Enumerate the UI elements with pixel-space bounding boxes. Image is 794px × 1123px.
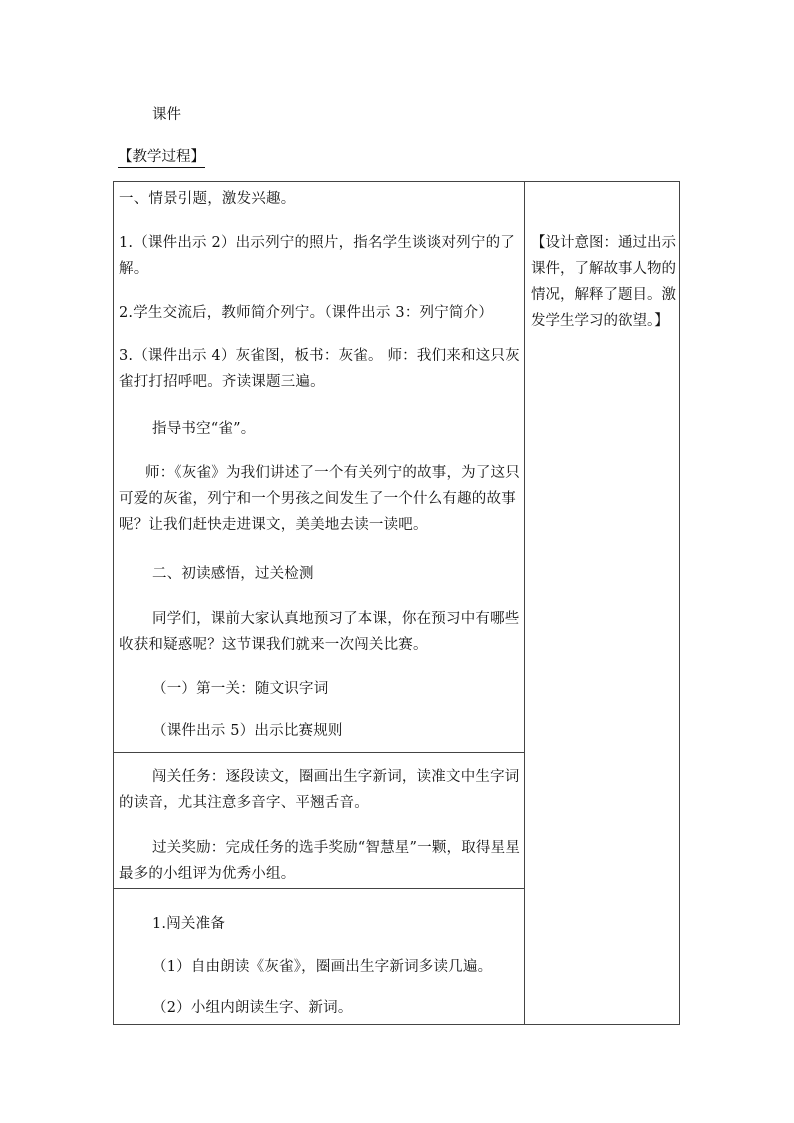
rules-reward: 过关奖励：完成任务的选手奖励“智慧星”一颗，取得星星最多的小组评为优秀小组。 (119, 840, 521, 882)
heading-intro: 一、情景引题，激发兴趣。 (119, 191, 296, 207)
rules-task: 闯关任务：逐段读文，圈画出生字新词，读准文中生字词的读音，尤其注意多音字、平翘舌音。 (119, 769, 520, 811)
paragraph-1: 1.（课件出示 2）出示列宁的照片，指名学生谈谈对列宁的了解。 (119, 235, 515, 277)
paragraph-2: 2.学生交流后，教师简介列宁。（课件出示 3：列宁简介） (119, 305, 494, 321)
paragraph-prep-1: （1）自由朗读《灰雀》，圈画出生字新词多读几遍。 (152, 959, 493, 975)
rules-box-right-border (524, 752, 525, 889)
paragraph-8: （课件出示 5）出示比赛规则 (152, 723, 343, 739)
paragraph-prep: 1.闯关准备 (152, 916, 226, 932)
design-intent-note: 【设计意图：通过出示课件，了解故事人物的情况，解释了题目。激发学生学习的欲望。】 (531, 235, 676, 329)
paragraph-7: （一）第一关：随文识字词 (152, 681, 329, 697)
courseware-label: 课件 (152, 107, 181, 123)
paragraph-4: 指导书空“雀”。 (152, 421, 256, 437)
section-heading: 【教学过程】 (118, 148, 205, 168)
heading-first-reading: 二、初读感悟，过关检测 (152, 566, 314, 582)
paragraph-6: 同学们，课前大家认真地预习了本课，你在预习中有哪些收获和疑惑呢？这节课我们就来一次闯关比赛。 (119, 611, 520, 653)
rules-box-top-border (113, 752, 525, 753)
paragraph-5: 师：《灰雀》为我们讲述了一个有关列宁的故事，为了这只可爱的灰雀，列宁和一个男孩之间发生了一个什么有趣的故事呢？让我们赶快走进课文，美美地去读一读吧。 (119, 465, 520, 533)
paragraph-3: 3.（课件出示 4）灰雀图，板书：灰雀。 师：我们来和这只灰雀打打招呼吧。齐读课题三遍。 (119, 348, 520, 390)
column-divider (524, 181, 525, 1025)
paragraph-prep-2: （2）小组内朗读生字、新词。 (152, 1000, 353, 1016)
rules-box-bottom-border (113, 888, 525, 889)
